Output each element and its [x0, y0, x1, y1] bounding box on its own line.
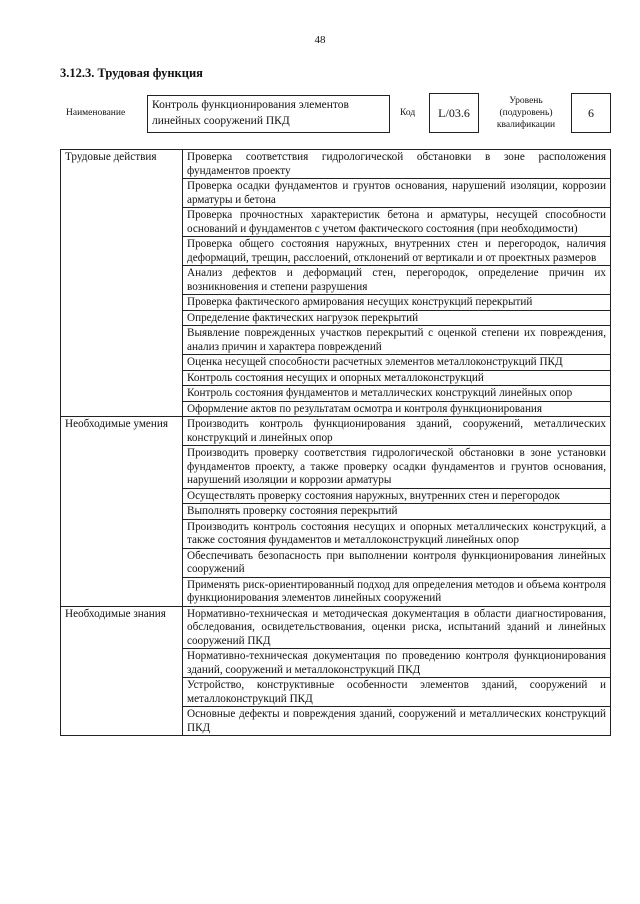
code-label: Код — [400, 108, 416, 118]
section-item: Основные дефекты и повреждения зданий, сооружений и металлических конструкций ПКД — [183, 707, 611, 736]
section-item: Обеспечивать безопасность при выполнении контроля функционирования линейных сооружений — [183, 548, 611, 577]
section-item: Нормативно-техническая документация по проведению контроля функционирования зданий, сооружений и металлоконструкций ПКД — [183, 649, 611, 678]
section-title: 3.12.3. Трудовая функция — [60, 66, 203, 80]
section-item: Производить проверку соответствия гидрологической обстановки в зоне установки фундаментов проекту, а также проверку осадки фундаментов и грунтов основания, нарушений изоляции и коррозии арматуры — [183, 446, 611, 489]
section-item: Проверка общего состояния наружных, внутренних стен и перегородок, наличия деформаций, трещин, расслоений, отклонений от вертикали и от проектных размеров — [183, 237, 611, 266]
section-item: Контроль состояния несущих и опорных металлоконструкций — [183, 370, 611, 386]
page-number: 48 — [314, 34, 326, 46]
section-item: Производить контроль состояния несущих и опорных металлических конструкций, а также состояния фундаментов и металлоконструкций линейных опор — [183, 519, 611, 548]
section-item: Нормативно-техническая и методическая документация в области диагностирования, обследования, освидетельствования, оценки риска, испытаний зданий и линейных сооружений ПКД — [183, 606, 611, 649]
section-label: Трудовые действия — [61, 150, 183, 417]
name-label: Наименование — [66, 108, 126, 118]
section-item: Оформление актов по результатам осмотра и контроля функционирования — [183, 401, 611, 417]
section-item: Анализ дефектов и деформаций стен, перегородок, определение причин их возникновения и степени разрушения — [183, 266, 611, 295]
section-item: Контроль состояния фундаментов и металлических конструкций линейных опор — [183, 386, 611, 402]
section-item: Проверка соответствия гидрологической обстановки в зоне расположения фундаментов проекту — [183, 150, 611, 179]
table-row — [61, 417, 611, 446]
section-item: Устройство, конструктивные особенности элементов зданий, сооружений и металлоконструкций ПКД — [183, 678, 611, 707]
section-item: Выявление поврежденных участков перекрытий с оценкой степени их повреждения, анализ причин и характера повреждений — [183, 326, 611, 355]
level-value-box: 6 — [571, 93, 611, 133]
section-item: Проверка фактического армирования несущих конструкций перекрытий — [183, 295, 611, 311]
section-item: Проверка осадки фундаментов и грунтов основания, нарушений изоляции, коррозии арматуры и бетона — [183, 179, 611, 208]
section-item: Оценка несущей способности расчетных элементов металлоконструкций ПКД — [183, 355, 611, 371]
section-item: Осуществлять проверку состояния наружных, внутренних стен и перегородок — [183, 488, 611, 504]
table-row — [61, 606, 611, 649]
section-item: Выполнять проверку состояния перекрытий — [183, 504, 611, 520]
section-item: Производить контроль функционирования зданий, сооружений, металлических конструкций и линейных опор — [183, 417, 611, 446]
code-value-box: L/03.6 — [429, 93, 479, 133]
name-value-box: Контроль функционирования элементов линейных сооружений ПКД — [147, 95, 390, 133]
section-item: Применять риск-ориентированный подход для определения методов и объема контроля функционирования элементов линейных сооружений — [183, 577, 611, 606]
section-label: Необходимые знания — [61, 606, 183, 736]
table-row — [61, 150, 611, 179]
section-item: Определение фактических нагрузок перекрытий — [183, 310, 611, 326]
section-item: Проверка прочностных характеристик бетона и арматуры, несущей способности оснований и фундаментов с учетом фактического состояния (при необходимости) — [183, 208, 611, 237]
section-label: Необходимые умения — [61, 417, 183, 607]
function-table — [60, 149, 611, 736]
level-label: Уровень (подуровень) квалификации — [496, 96, 556, 130]
